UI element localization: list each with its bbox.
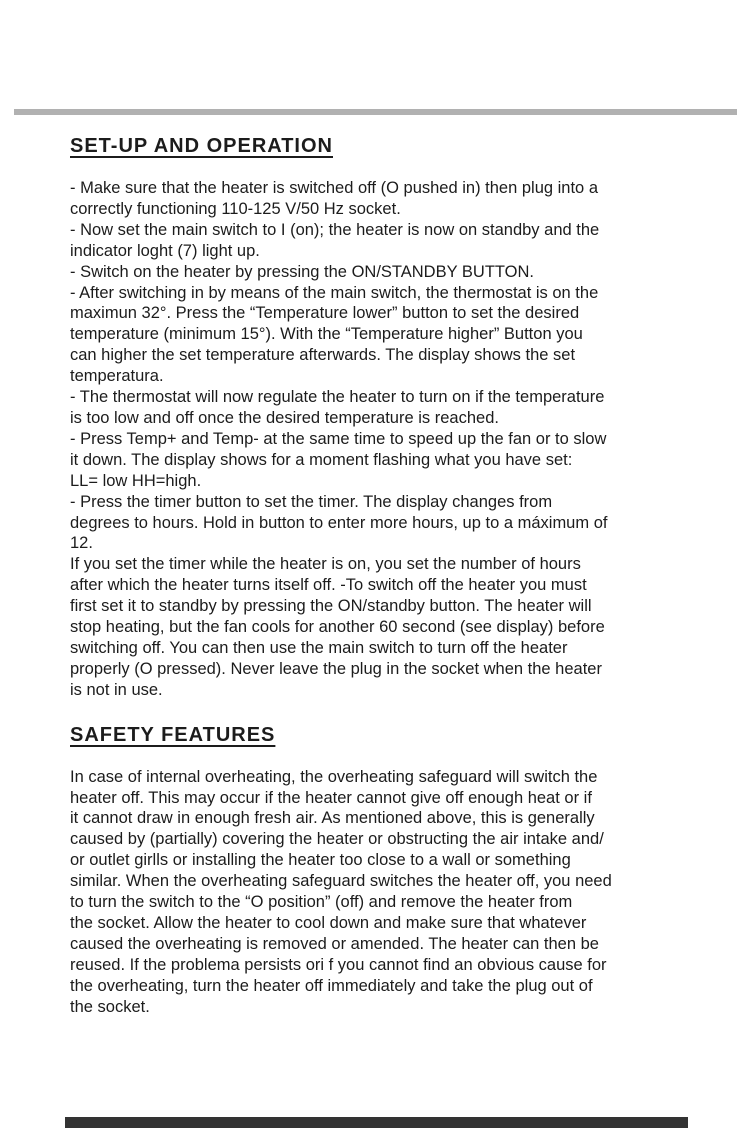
text-line: similar. When the overheating safeguard switches the heater off, you need (70, 872, 612, 891)
text-line: - Press the timer button to set the timer. The display changes from (70, 492, 553, 511)
text-line: - Switch on the heater by pressing the ON/STANDBY BUTTON. (70, 262, 535, 281)
text-line: switching off. You can then use the main switch to turn off the heater (70, 638, 568, 657)
text-line: it down. The display shows for a moment flashing what you have set: (70, 450, 573, 469)
text-line: 12. (70, 534, 93, 553)
text-line: the socket. (70, 997, 150, 1016)
safety-features-text (70, 767, 694, 1018)
text-line: can higher the set temperature afterwards. The display shows the set (70, 346, 576, 365)
text-line: caused the overheating is removed or amended. The heater can then be (70, 934, 599, 953)
text-line: - The thermostat will now regulate the heater to turn on if the temperature (70, 388, 605, 407)
text-line: the socket. Allow the heater to cool down and make sure that whatever (70, 914, 587, 932)
text-line: In case of internal overheating, the overheating safeguard will switch the (70, 767, 598, 786)
text-line: is not in use. (70, 680, 163, 699)
text-line: - Now set the main switch to I (on); the heater is now on standby and the (70, 220, 600, 239)
text-line: temperature (minimum 15°). With the “Temperature higher” Button you (70, 325, 583, 344)
section-heading-setup-and-operation: SET-UP AND OPERATION (70, 135, 333, 157)
text-line: it cannot draw in enough fresh air. As mentioned above, this is generally (70, 809, 595, 828)
text-line: - Make sure that the heater is switched off (O pushed in) then plug into a (70, 179, 598, 197)
text-line: to turn the switch to the “O position” (off) and remove the heater from (70, 893, 573, 912)
top-divider-bar (14, 109, 737, 115)
text-line: heater off. This may occur if the heater cannot give off enough heat or if (70, 788, 592, 807)
page-content (70, 134, 694, 1040)
text-line: degrees to hours. Hold in button to enter more hours, up to a máximum of (70, 513, 608, 532)
text-line: LL= low HH=high. (70, 471, 202, 490)
text-line: - After switching in by means of the main switch, the thermostat is on the (70, 283, 599, 302)
bottom-footer-bar (65, 1117, 688, 1128)
text-line: or outlet girlls or installing the heater too close to a wall or something (70, 851, 571, 870)
text-line: properly (O pressed). Never leave the plug in the socket when the heater (70, 659, 602, 678)
text-line: maximun 32°. Press the “Temperature lower” button to set the desired (70, 304, 580, 323)
text-line: indicator loght (7) light up. (70, 241, 260, 260)
text-line: the overheating, turn the heater off immediately and take the plug out of (70, 976, 593, 995)
text-line: If you set the timer while the heater is on, you set the number of hours (70, 555, 581, 574)
text-line: first set it to standby by pressing the ON/standby button. The heater will (70, 597, 592, 616)
text-line: - Press Temp+ and Temp- at the same time to speed up the fan or to slow (70, 429, 607, 448)
text-line: after which the heater turns itself off. -To switch off the heater you must (70, 576, 587, 595)
text-line: is too low and off once the desired temperature is reached. (70, 408, 499, 427)
setup-and-operation-text (70, 178, 694, 701)
text-line: correctly functioning 110-125 V/50 Hz socket. (70, 199, 401, 218)
text-line: caused by (partially) covering the heater or obstructing the air intake and/ (70, 830, 604, 849)
text-line: reused. If the problema persists ori f you cannot find an obvious cause for (70, 955, 607, 974)
text-line: stop heating, but the fan cools for another 60 second (see display) before (70, 618, 605, 637)
text-line: temperatura. (70, 367, 164, 386)
section-heading-safety-features: SAFETY FEATURES (70, 723, 276, 746)
